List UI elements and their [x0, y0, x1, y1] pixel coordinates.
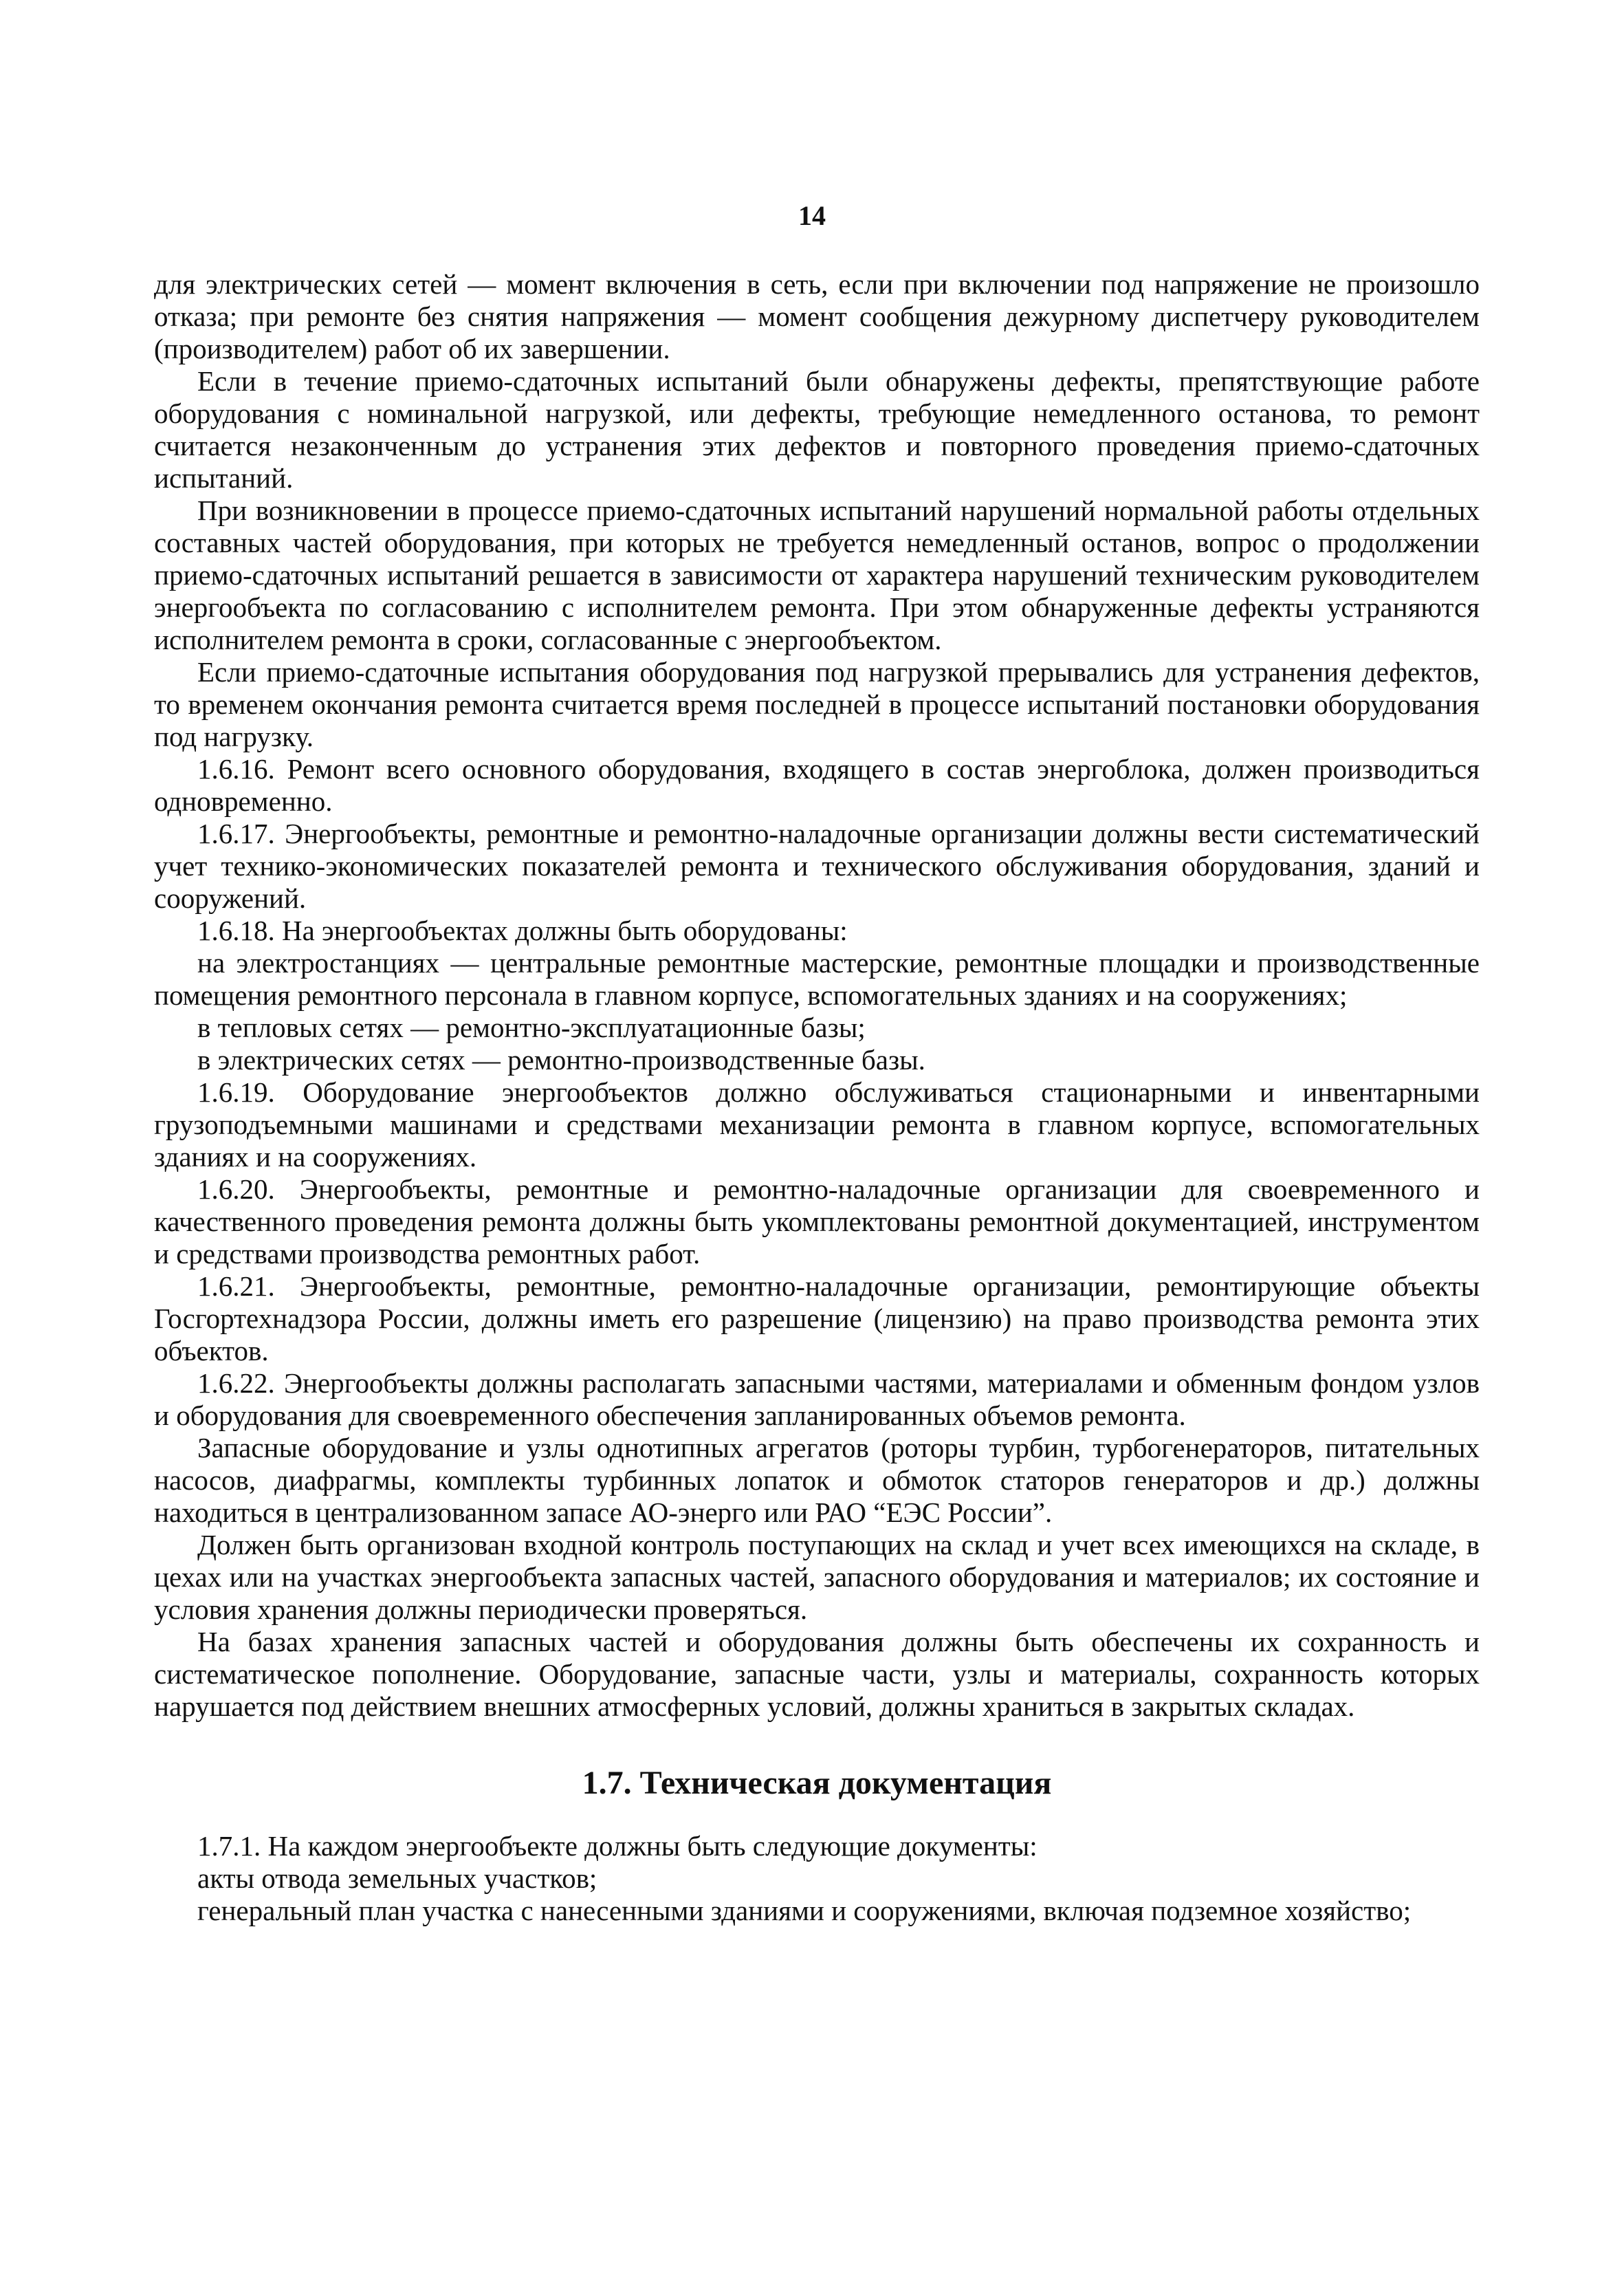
paragraph: 1.7.1. На каждом энергообъекте должны быть следующие документы:: [197, 1830, 1038, 1862]
paragraph: 1.6.19. Оборудование энергообъектов должно обслуживаться стационарными и инвентарными грузоподъемными машинами и средствами механизации ремонта в главном корпусе, вспомогательных зданиях и на сооружениях.: [154, 1076, 1480, 1173]
paragraph: в тепловых сетях — ремонтно-эксплуатационные базы;: [197, 1012, 866, 1043]
paragraph: Если приемо-сдаточные испытания оборудования под нагрузкой прерывались для устранения дефектов, то временем окончания ремонта считается время последней в процессе испытаний постановки оборудования под нагрузку.: [154, 656, 1480, 752]
document-body: [154, 268, 1480, 1927]
paragraph: Запасные оборудование и узлы однотипных агрегатов (роторы турбин, турбогенераторов, питательных насосов, диафрагмы, комплекты турбинных лопаток и обмоток статоров генераторов и др.) должны находиться в централизованном запасе АО-энерго или РАО “ЕЭС России”.: [154, 1432, 1480, 1528]
paragraph: 1.6.16. Ремонт всего основного оборудования, входящего в состав энергоблока, должен производиться одновременно.: [154, 753, 1480, 817]
paragraph: 1.6.20. Энергообъекты, ремонтные и ремонтно-наладочные организации для своевременного и качественного проведения ремонта должны быть укомплектованы ремонтной документацией, инструментом и средствами производства ремонтных работ.: [154, 1173, 1480, 1270]
paragraph: Если в течение приемо-сдаточных испытаний были обнаружены дефекты, препятствующие работе оборудования с номинальной нагрузкой, или дефекты, требующие немедленного останова, то ремонт считается незаконченным до устранения этих дефектов и повторного проведения приемо-сдаточных испытаний.: [154, 365, 1480, 494]
paragraph: на электростанциях — центральные ремонтные мастерские, ремонтные площадки и производственные помещения ремонтного персонала в главном корпусе, вспомогательных зданиях и на сооружениях;: [154, 947, 1480, 1011]
paragraph: в электрических сетях — ремонтно-производственные базы.: [197, 1044, 925, 1076]
paragraphs-before-section: [154, 268, 1480, 1723]
paragraph: При возникновении в процессе приемо-сдаточных испытаний нарушений нормальной работы отдельных составных частей оборудования, при которых не требуется немедленный останов, вопрос о продолжении приемо-сдаточных испытаний решается в зависимости от характера нарушений техническим руководителем энергообъекта по согласованию с исполнителем ремонта. При этом обнаруженные дефекты устраняются исполнителем ремонта в сроки, согласованные с энергообъектом.: [154, 494, 1480, 655]
paragraph: для электрических сетей — момент включения в сеть, если при включении под напряжение не произошло отказа; при ремонте без снятия напряжения — момент сообщения дежурному диспетчеру руководителем (производителем) работ об их завершении.: [154, 268, 1480, 364]
page-number: 14: [798, 200, 826, 231]
paragraph: генеральный план участка с нанесенными зданиями и сооружениями, включая подземное хозяйство;: [197, 1895, 1412, 1926]
paragraph: акты отвода земельных участков;: [197, 1862, 597, 1894]
paragraph: 1.6.21. Энергообъекты, ремонтные, ремонтно-наладочные организации, ремонтирующие объекты Госгортехнадзора России, должны иметь его разрешение (лицензию) на право производства ремонта этих объектов.: [154, 1270, 1480, 1367]
paragraphs-after-section: [154, 1830, 1480, 1927]
paragraph: Должен быть организован входной контроль поступающих на склад и учет всех имеющихся на складе, в цехах или на участках энергообъекта запасных частей, запасного оборудования и материалов; их состояние и условия хранения должны периодически проверяться.: [154, 1529, 1480, 1625]
paragraph: 1.6.18. На энергообъектах должны быть оборудованы:: [197, 915, 848, 946]
section-heading: 1.7. Техническая документация: [582, 1765, 1052, 1801]
paragraph: 1.6.17. Энергообъекты, ремонтные и ремонтно-наладочные организации должны вести систематический учет технико-экономических показателей ремонта и технического обслуживания оборудования, зданий и сооружений.: [154, 818, 1480, 914]
paragraph: На базах хранения запасных частей и оборудования должны быть обеспечены их сохранность и систематическое пополнение. Оборудование, запасные части, узлы и материалы, сохранность которых нарушается под действием внешних атмосферных условий, должны храниться в закрытых складах.: [154, 1626, 1480, 1722]
paragraph: 1.6.22. Энергообъекты должны располагать запасными частями, материалами и обменным фондом узлов и оборудования для своевременного обеспечения запланированных объемов ремонта.: [154, 1367, 1480, 1431]
